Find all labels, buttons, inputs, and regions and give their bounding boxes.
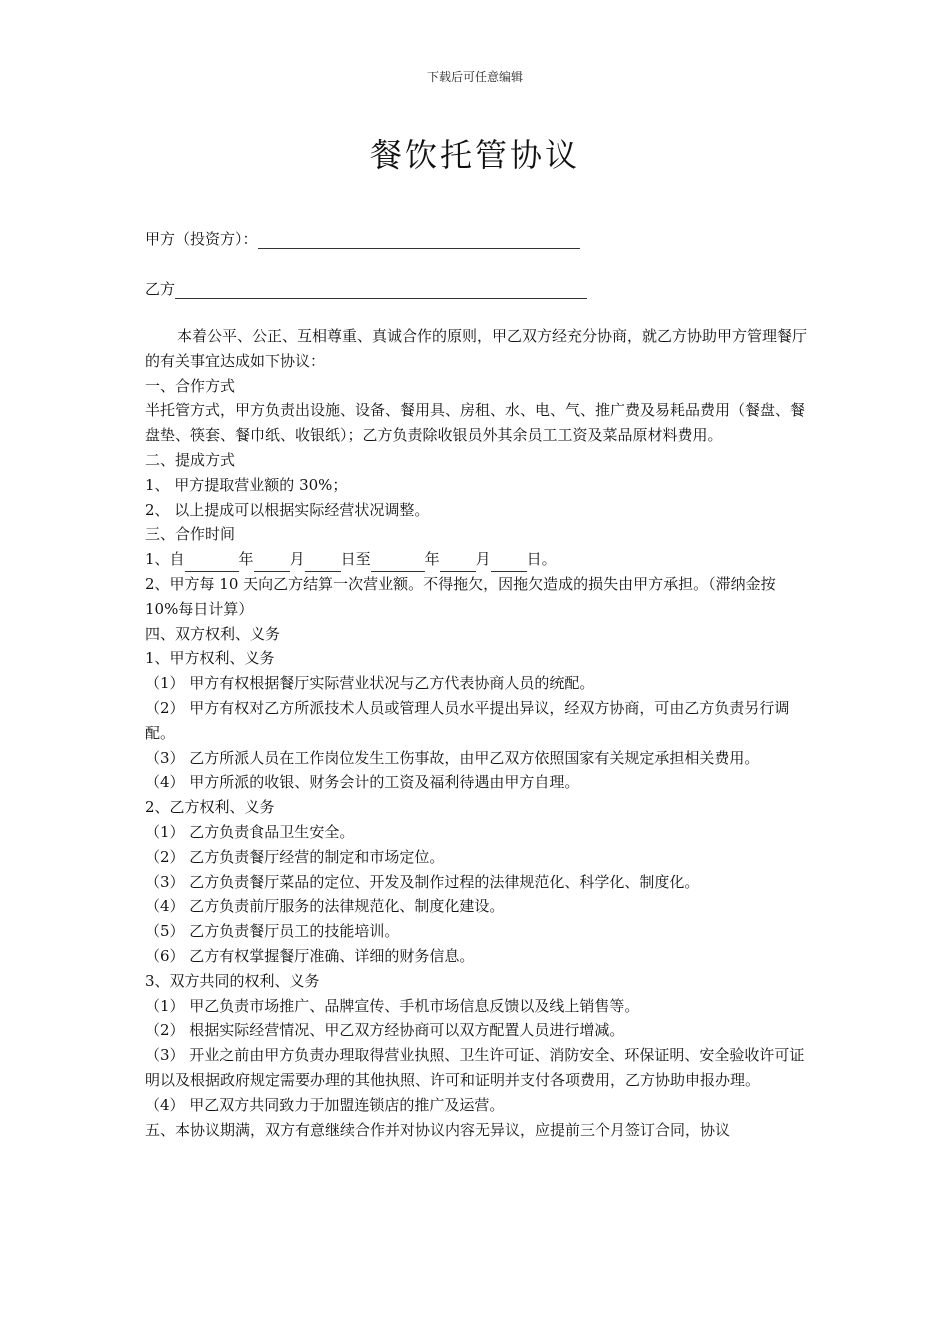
list-item: （1） 甲方有权根据餐厅实际营业状况与乙方代表协商人员的统配。 (145, 674, 595, 693)
section-2-item-2: 2、 以上提成可以根据实际经营状况调整。 (145, 500, 430, 519)
party-a-blank (258, 232, 580, 249)
list-item: （2） 根据实际经营情况、甲乙双方经协商可以双方配置人员进行增减。 (145, 1021, 625, 1040)
list-item: （5） 乙方负责餐厅员工的技能培训。 (145, 922, 400, 941)
section-1-heading: 一、合作方式 (145, 376, 236, 395)
section-2-heading: 二、提成方式 (145, 450, 236, 469)
section-4-1-heading: 1、甲方权利、义务 (145, 649, 275, 668)
list-item: （1） 甲乙负责市场推广、品牌宣传、手机市场信息反馈以及线上销售等。 (145, 996, 640, 1015)
list-item: （6） 乙方有权掌握餐厅准确、详细的财务信息。 (145, 946, 475, 965)
section-3-time-line (145, 547, 807, 572)
time-prefix: 1、自 (145, 550, 185, 569)
time-day-to-label: 日至 (340, 550, 371, 569)
end-day-blank (491, 555, 527, 572)
time-year-label: 年 (238, 550, 254, 569)
list-item: （2） 甲方有权对乙方所派技术人员或管理人员水平提出异议，经双方协商，可由乙方负责另行调配。 (145, 698, 790, 742)
time-month2-label: 月 (475, 550, 491, 569)
list-item: （4） 甲方所派的收银、财务会计的工资及福利待遇由甲方自理。 (145, 773, 580, 792)
header-note: 下载后可任意编辑 (426, 70, 523, 84)
list-item: （4） 甲乙双方共同致力于加盟连锁店的推广及运营。 (145, 1095, 505, 1114)
intro-paragraph: 本着公平、公正、互相尊重、真诚合作的原则，甲乙双方经充分协商，就乙方协助甲方管理餐厅的有关事宜达成如下协议： (145, 327, 808, 370)
document-title: 餐饮托管协议 (369, 136, 580, 174)
start-month-blank (254, 555, 290, 572)
party-b-label: 乙方 (145, 280, 176, 298)
list-item: （3） 开业之前由甲方负责办理取得营业执照、卫生许可证、消防安全、环保证明、安全验收许可证明以及根据政府规定需要办理的其他执照、许可和证明并支付各项费用，乙方协助申报办理。 (145, 1046, 805, 1089)
section-3-item-2: 2、甲方每 10 天向乙方结算一次营业额。不得拖欠，因拖欠造成的损失由甲方承担。（滞纳金按 10%每日计算） (145, 574, 776, 618)
list-item: （3） 乙方所派人员在工作岗位发生工伤事故，由甲乙双方依照国家有关规定承担相关费用。 (145, 748, 760, 767)
section-4-2-heading: 2、乙方权利、义务 (145, 798, 275, 817)
end-month-blank (440, 555, 476, 572)
list-item: （1） 乙方负责食品卫生安全。 (145, 822, 355, 841)
time-day-end-label: 日。 (526, 550, 557, 569)
list-item: （2） 乙方负责餐厅经营的制定和市场定位。 (145, 847, 445, 866)
section-1-text: 半托管方式，甲方负责出设施、设备、餐用具、房租、水、电、气、推广费及易耗品费用（餐盘、餐盘垫、筷套、餐巾纸、收银纸）；乙方负责除收银员外其余员工工资及菜品原材料费用。 (145, 401, 806, 445)
section-4-heading: 四、双方权利、义务 (145, 624, 281, 643)
end-year-blank (371, 555, 425, 572)
start-year-blank (185, 555, 239, 572)
section-5-text: 五、本协议期满，双方有意继续合作并对协议内容无异议，应提前三个月签订合同，协议 (145, 1120, 731, 1139)
party-a-line (145, 228, 580, 249)
start-day-blank (305, 555, 341, 572)
agreement-body (145, 324, 807, 1142)
section-4-3-heading: 3、双方共同的权利、义务 (145, 971, 320, 990)
list-item: （3） 乙方负责餐厅菜品的定位、开发及制作过程的法律规范化、科学化、制度化。 (145, 872, 700, 891)
time-month-label: 月 (289, 550, 305, 569)
list-item: （4） 乙方负责前厅服务的法律规范化、制度化建设。 (145, 897, 505, 916)
party-b-line (145, 278, 587, 299)
section-3-heading: 三、合作时间 (145, 525, 236, 544)
party-b-blank (175, 282, 587, 299)
time-year2-label: 年 (424, 550, 440, 569)
party-a-label: 甲方（投资方）： (145, 230, 258, 248)
section-2-item-1: 1、 甲方提取营业额的 30%； (145, 475, 348, 494)
